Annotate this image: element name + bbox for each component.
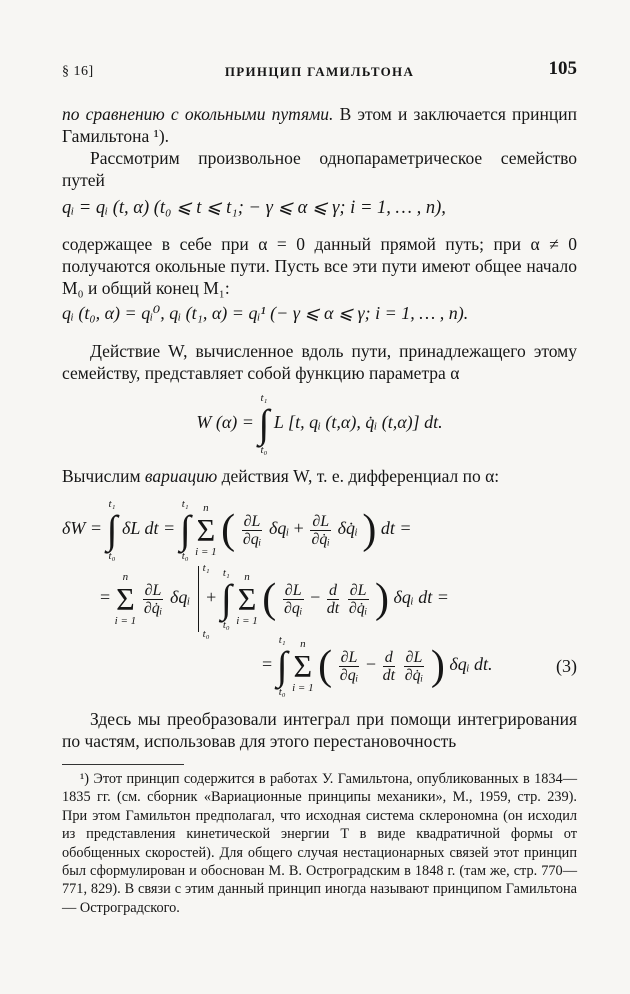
equation-family: qᵢ = qᵢ (t, α) (t₀ ⩽ t ⩽ t₁; − γ ⩽ α ⩽ γ; i = 1, … , n), — [62, 198, 446, 218]
fraction: $\frac{\partial L}{\text{∂qᵢ}}$ — [339, 648, 359, 684]
paragraph-text: Действие W, вычисленное вдоль пути, принадлежащего этому семейству, представляет собой функцию параметра α — [62, 341, 577, 383]
sum-sign: n Σ i = 1 — [236, 571, 258, 627]
paragraph-5: Вычислим вариацию действия W, т. е. дифференциал по α: — [62, 466, 500, 486]
footnote — [62, 770, 577, 917]
integral-sign: t₁ ∫ t₀ — [276, 634, 288, 698]
fraction: $\frac{\partial L}{\text{∂qᵢ}}$ — [283, 581, 303, 617]
emphasis-text: вариацию — [144, 466, 218, 486]
equation-boundary: qᵢ (t₀, α) = qᵢ⁰, qᵢ (t₁, α) = qᵢ¹ (− γ ⩽ α ⩽ γ; i = 1, … , n). — [62, 303, 469, 323]
running-title: ПРИНЦИП ГАМИЛЬТОНА — [224, 64, 415, 79]
paragraph-6 — [62, 708, 577, 752]
equation-action — [62, 392, 577, 456]
fraction: $\frac{\partial L}{\text{∂q̇ᵢ}}$ — [143, 581, 163, 617]
variation-line-3: = t₁ ∫ t₀ n Σ i = 1 ( $\frac{\partial L}{\text{∂qᵢ}}$ − $\frac{d}{dt}$ $\frac{\partial L}{\text{∂q̇ᵢ}}$ ) δqᵢ dt. (3) — [262, 634, 577, 698]
action-lhs: W (α) = — [196, 412, 254, 433]
evaluation-bar: t₁ t₀ — [198, 566, 199, 632]
sum-sign: n Σ i = 1 — [195, 502, 217, 558]
equation-number: (3) — [556, 656, 577, 676]
paragraph-3 — [62, 233, 577, 299]
page-number: 105 — [548, 58, 577, 79]
variation-line-2: = n Σ i = 1 $\frac{\partial L}{\text{∂q̇ᵢ}}$ δqᵢ t₁ t₀ + t₁ ∫ t₀ n Σ i = 1 ( $\frac{\partial L}{\text{∂qᵢ}}$ − $\frac{d}{dt}$ $\frac{\partial L}{\text{∂q̇ᵢ}}$ ) δqᵢ dt = — [100, 562, 449, 640]
integral-sign: t₁ ∫ t₀ — [258, 392, 270, 456]
fraction: $\frac{d}{dt}$ — [326, 581, 340, 617]
emphasis-text: по сравнению с окольными путями. — [62, 104, 334, 124]
integral-sign: t₁ ∫ t₀ — [106, 498, 118, 562]
paragraph-text: В этом и заключается принцип Гамильтона ¹). — [62, 104, 577, 146]
paragraph-text: содержащее в себе при α = 0 данный прямой путь; при α ≠ 0 получаются окольные пути. Пусть все эти пути имеют общее начало M₀ и общий конец M₁: — [62, 234, 577, 298]
sum-sign: n Σ i = 1 — [114, 571, 137, 627]
paragraph-4 — [62, 340, 577, 384]
paragraph-2 — [62, 147, 577, 191]
integral-sign: t₁ ∫ t₀ — [179, 498, 191, 562]
fraction: $\frac{\partial L}{\text{∂qᵢ}}$ — [242, 512, 262, 548]
section-marker: § 16] — [62, 64, 94, 79]
fraction: $\frac{\partial L}{\text{∂q̇ᵢ}}$ — [311, 512, 330, 548]
fraction: $\frac{\partial L}{\text{∂q̇ᵢ}}$ — [404, 648, 424, 684]
sum-sign: n Σ i = 1 — [292, 638, 314, 694]
fraction: $\frac{\partial L}{\text{∂q̇ᵢ}}$ — [348, 581, 368, 617]
paragraph-text: Здесь мы преобразовали интеграл при помощи интегрирования по частям, использовав для этого перестановочность — [62, 709, 577, 751]
paragraph-text: Рассмотрим произвольное однопараметрическое семейство путей — [62, 148, 577, 190]
footnote-separator — [62, 764, 184, 765]
page-header — [62, 58, 577, 84]
paragraph-1 — [62, 103, 577, 147]
footnote-text: ¹) Этот принцип содержится в работах У. Гамильтона, опубликованных в 1834—1835 гг. (см. сборник «Вариационные принципы механики», М., 1959, стр. 239). При этом Гамильтон предполагал, что исходная система склерономна (он исходил из представления кинетической энергии T в виде квадратичной формы от обобщенных скоростей). Для общего случая нестационарных связей этот принцип был сформулирован и обоснован М. В. Остроградским в 1848 г. (там же, стр. 770—771, 829). В связи с этим данный принцип иногда называют принципом Гамильтона — Остроградского. — [62, 771, 577, 916]
fraction: $\frac{d}{dt}$ — [382, 648, 396, 684]
variation-line-1: δW = t₁ ∫ t₀ δL dt = t₁ ∫ t₀ n Σ i = 1 ( $\frac{\partial L}{\text{∂qᵢ}}$ δqᵢ + $\frac{\partial L}{\text{∂q̇ᵢ}}$ δq̇ᵢ ) dt = — [62, 498, 412, 562]
action-integrand: L [t, qᵢ (t,α), q̇ᵢ (t,α)] dt. — [273, 412, 443, 433]
integral-sign: t₁ ∫ t₀ — [220, 567, 232, 631]
